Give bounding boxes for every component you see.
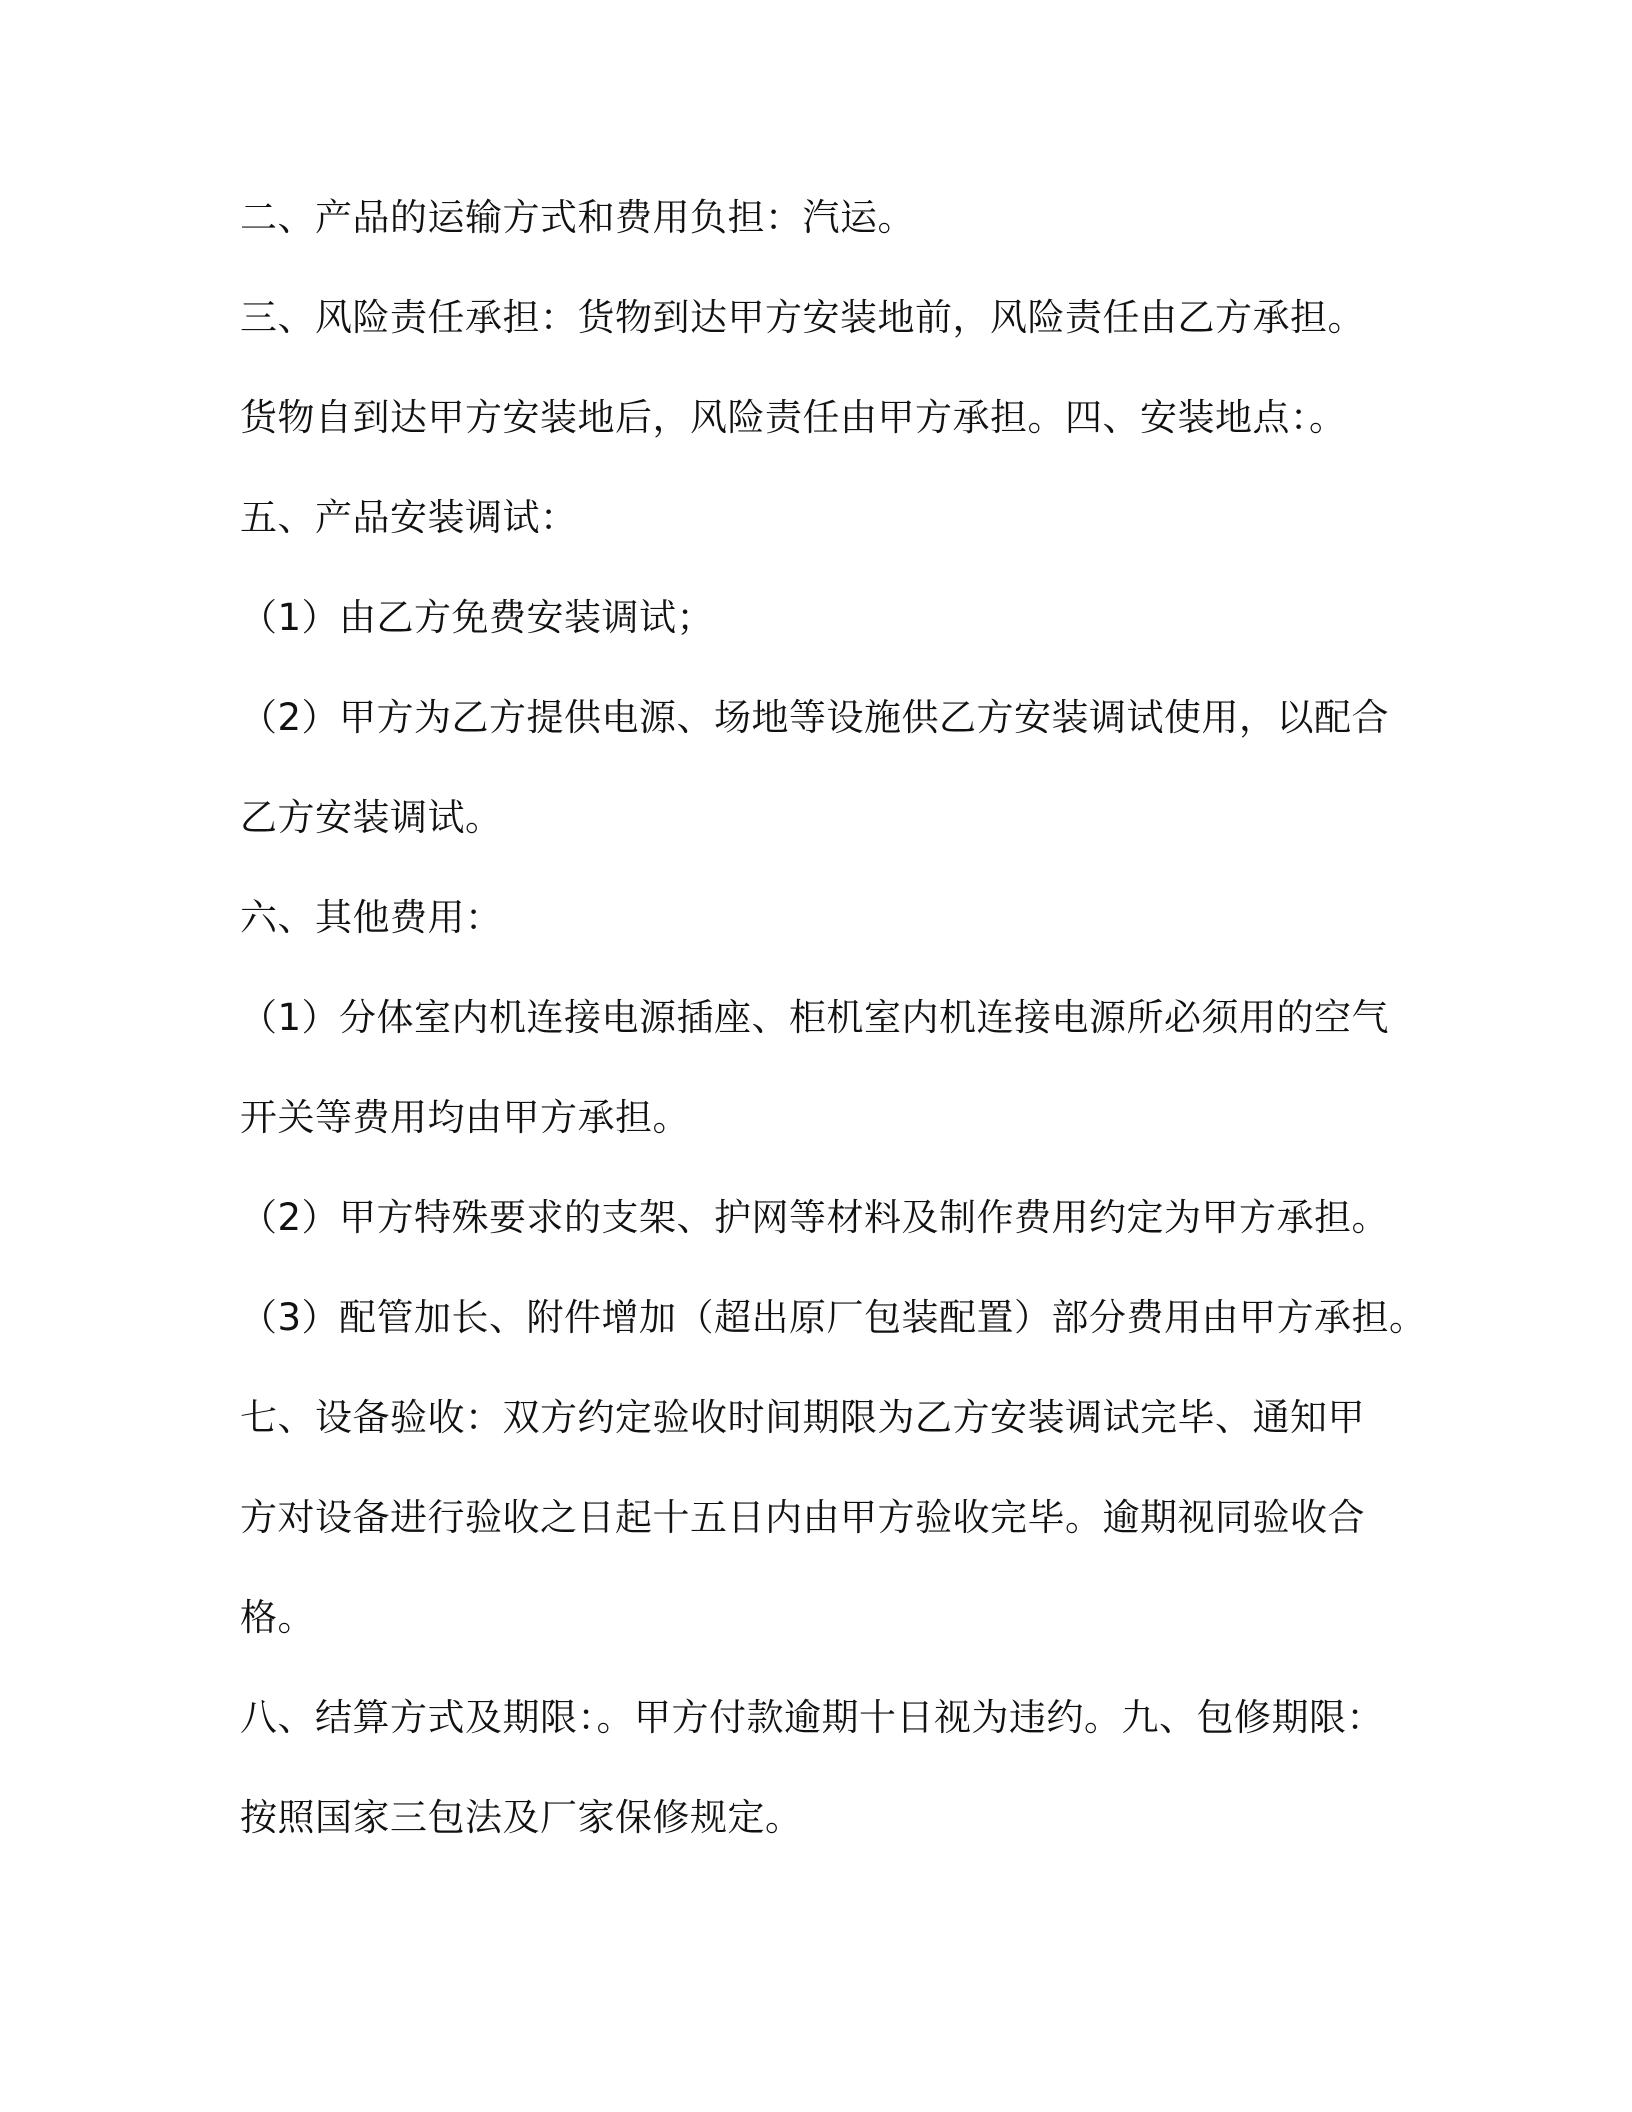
clause-7-acceptance-end: 格。 xyxy=(240,1596,315,1639)
clause-9-warranty-cont: 按照国家三包法及厂家保修规定。 xyxy=(240,1796,803,1839)
clause-2-transport: 二、产品的运输方式和费用负担：汽运。 xyxy=(240,196,915,239)
clause-6-item-1-cont: 开关等费用均由甲方承担。 xyxy=(240,1096,690,1139)
clause-7-acceptance-cont: 方对设备进行验收之日起十五日内由甲方验收完毕。逾期视同验收合 xyxy=(240,1496,1365,1539)
clause-7-acceptance: 七、设备验收：双方约定验收时间期限为乙方安装调试完毕、通知甲 xyxy=(240,1396,1365,1439)
clause-6-item-1: （1）分体室内机连接电源插座、柜机室内机连接电源所必须用的空气 xyxy=(240,996,1390,1039)
clause-5-installation-heading: 五、产品安装调试： xyxy=(240,496,578,539)
clause-6-item-2: （2）甲方特殊要求的支架、护网等材料及制作费用约定为甲方承担。 xyxy=(240,1196,1390,1239)
clause-5-item-1: （1）由乙方免费安装调试； xyxy=(240,596,715,639)
clause-8-settlement-clause-9-warranty: 八、结算方式及期限：。甲方付款逾期十日视为违约。九、包修期限： xyxy=(240,1696,1384,1739)
clause-3-risk-cont-clause-4-location: 货物自到达甲方安装地后，风险责任由甲方承担。四、安装地点：。 xyxy=(240,396,1347,439)
clause-6-other-fees-heading: 六、其他费用： xyxy=(240,896,503,939)
clause-5-item-2-cont: 乙方安装调试。 xyxy=(240,796,503,839)
clause-6-item-3: （3）配管加长、附件增加（超出原厂包装配置）部分费用由甲方承担。 xyxy=(240,1296,1427,1339)
clause-5-item-2: （2）甲方为乙方提供电源、场地等设施供乙方安装调试使用，以配合 xyxy=(240,696,1390,739)
clause-3-risk: 三、风险责任承担：货物到达甲方安装地前，风险责任由乙方承担。 xyxy=(240,296,1365,339)
